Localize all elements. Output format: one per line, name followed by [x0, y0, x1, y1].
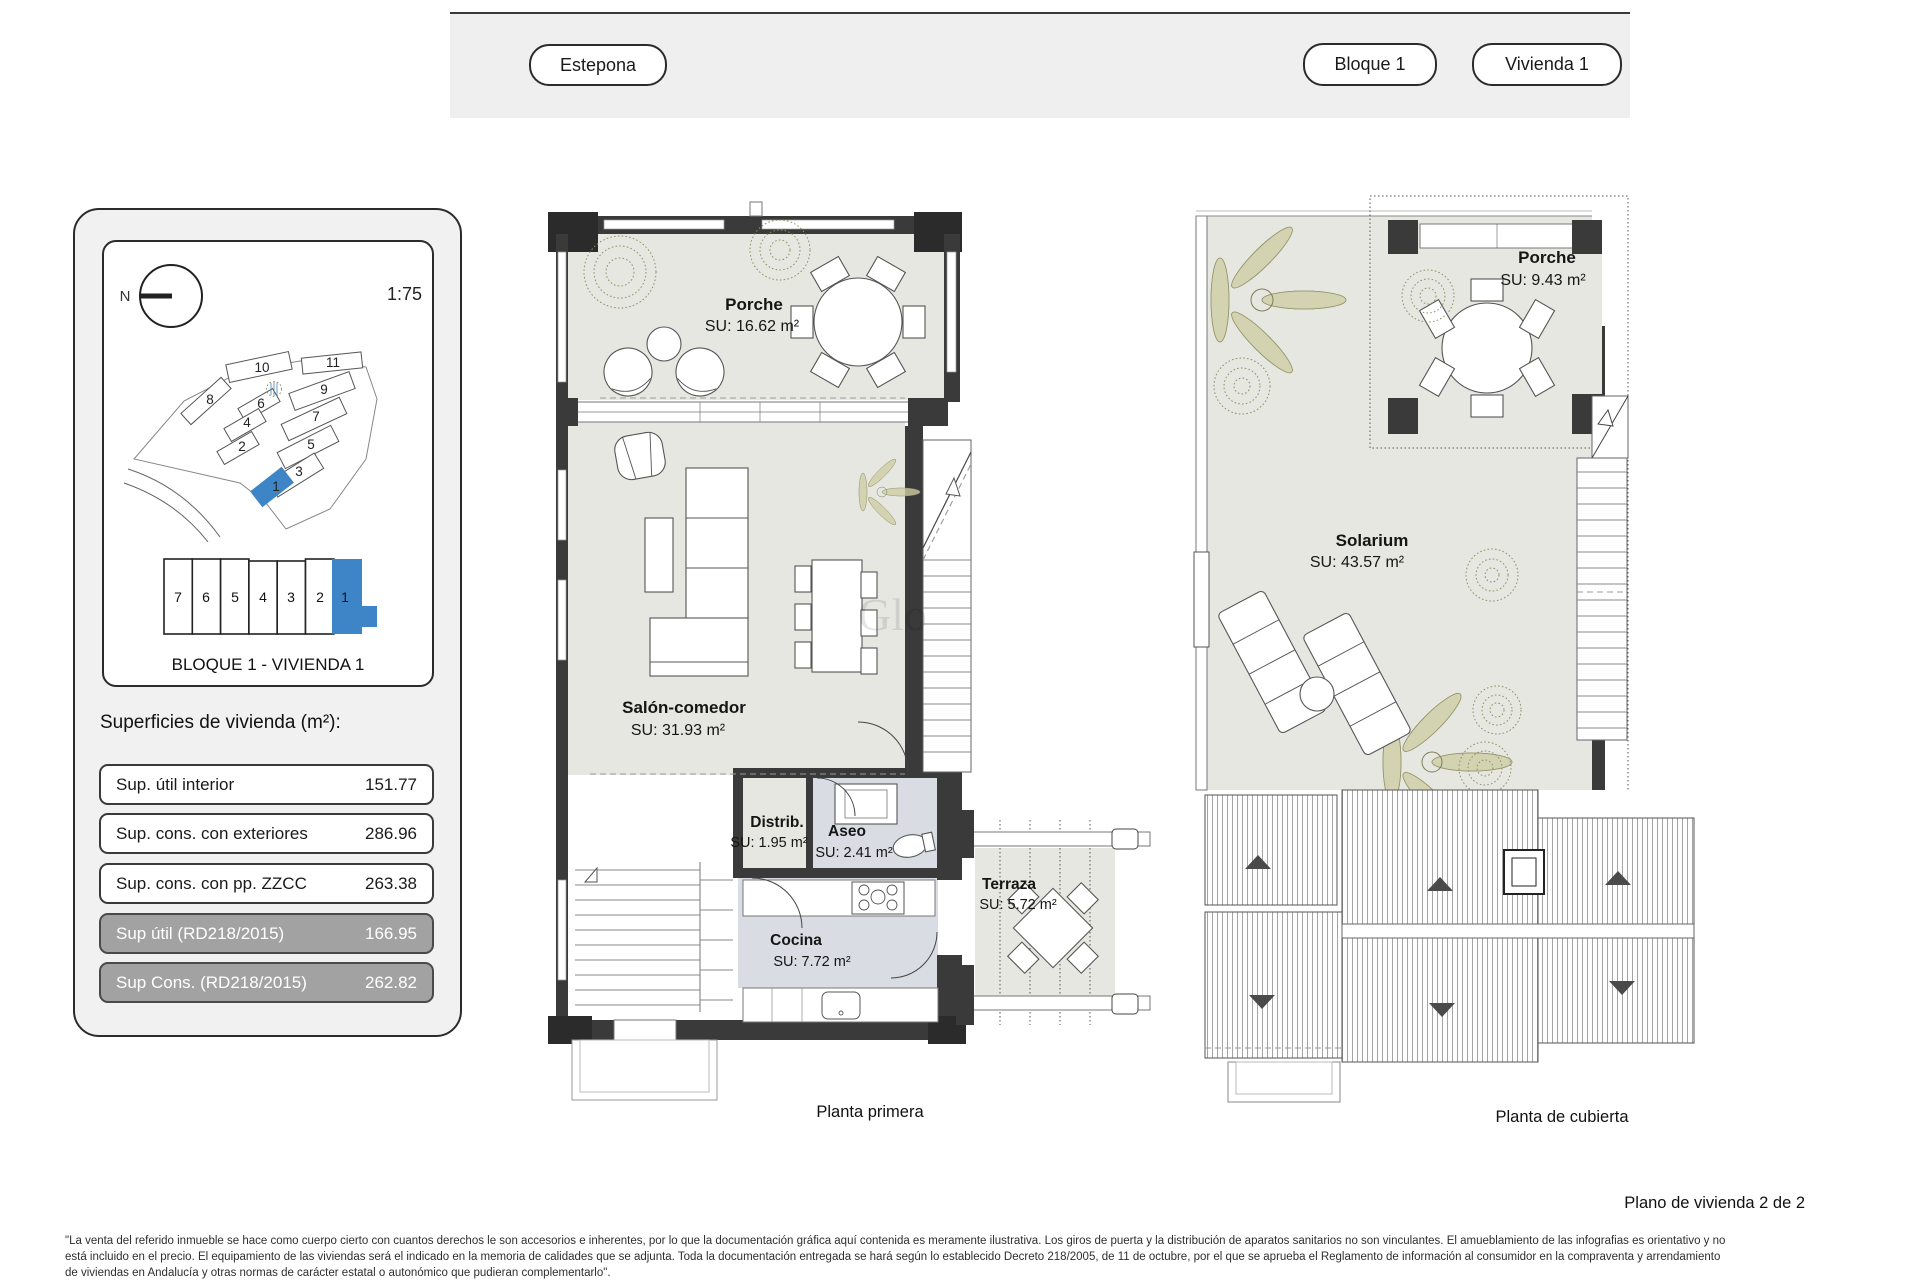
surface-label: Sup Cons. (RD218/2015) — [116, 972, 307, 992]
compass-north-label: N — [119, 288, 131, 305]
surface-row — [99, 913, 434, 954]
room-label-porche: Porche — [725, 295, 783, 314]
unit-pill[interactable]: Vivienda 1 — [1472, 43, 1622, 86]
surface-value: 262.82 — [365, 972, 417, 992]
svg-text:10: 10 — [254, 360, 270, 375]
surface-label: Sup útil (RD218/2015) — [116, 923, 285, 943]
svg-text:7: 7 — [312, 409, 320, 424]
surface-label: Sup. cons. con exteriores — [116, 823, 308, 843]
room-area-distrib: SU: 1.95 m² — [730, 835, 808, 851]
svg-text:8: 8 — [206, 392, 214, 407]
svg-text:3: 3 — [295, 464, 303, 479]
disclaimer-text — [65, 1233, 1865, 1280]
coffee-table-icon — [645, 518, 673, 592]
block-caption: BLOQUE 1 - VIVIENDA 1 — [171, 655, 365, 674]
room-label-porche2: Porche — [1518, 248, 1576, 267]
room-area-porche: SU: 16.62 m² — [704, 318, 800, 335]
room-area-cocina: SU: 7.72 m² — [773, 954, 851, 970]
disclaimer-line: está incluido en el precio. El equipamiento de las viviendas será el indicado en la memoria de calidades que se adjunta. Toda la documentación entregada se hará según lo establecido Decreto 218/2005, de 11 de octubre, por el que se aprueba el Reglamento de información al consumidor en la compraventa y arrendamiento — [65, 1251, 1721, 1263]
entry-stoop — [572, 1040, 717, 1100]
armchair-icon — [613, 430, 668, 482]
block-diagram — [139, 552, 409, 642]
location-card — [102, 240, 434, 687]
disclaimer-line: "La venta del referido inmueble se hace como cuerpo cierto con cuantos derechos le son accesorios e inherentes, por lo que la documentación gráfica aquí contenida es meramente ilustrativa. Los giros de puerta y la distribución de aparatos sanitarios no son vinculantes. El amueblamiento de las infografias es orientativo y no — [65, 1235, 1726, 1247]
room-area-salon: SU: 31.93 m² — [630, 722, 726, 739]
room-area-porche2: SU: 9.43 m² — [1500, 272, 1586, 289]
road-line — [128, 469, 220, 537]
floor-plan-planta-primera — [545, 195, 1165, 1125]
side-table-icon — [647, 327, 681, 361]
room-label-distrib: Distrib. — [750, 814, 804, 831]
room-label-aseo: Aseo — [828, 823, 866, 840]
svg-text:11: 11 — [325, 355, 341, 370]
stoop-outline — [1228, 1062, 1340, 1102]
surface-value: 166.95 — [365, 923, 417, 943]
svg-text:4: 4 — [259, 589, 267, 605]
page-label: Plano de vivienda 2 de 2 — [1624, 1194, 1805, 1212]
kitchen-sink-icon — [743, 988, 938, 1022]
disclaimer-line: de viviendas en Andalucía y otras normas de carácter estatal o autonómico que pudieran complementarlo". — [65, 1267, 611, 1279]
surface-value: 263.38 — [365, 873, 417, 893]
room-area-terraza: SU: 5.72 m² — [979, 897, 1057, 913]
svg-text:5: 5 — [307, 437, 315, 452]
surface-row — [99, 863, 434, 904]
road-line — [124, 483, 208, 542]
svg-text:5: 5 — [231, 589, 239, 605]
svg-text:7: 7 — [174, 589, 182, 605]
surface-row — [99, 813, 434, 854]
room-label-solarium: Solarium — [1335, 531, 1409, 550]
block-pill[interactable]: Bloque 1 — [1303, 43, 1437, 86]
room-area-solarium: SU: 43.57 m² — [1309, 554, 1405, 571]
room-label-cocina: Cocina — [770, 932, 822, 949]
svg-text:9: 9 — [320, 382, 328, 397]
svg-text:3: 3 — [287, 589, 295, 605]
surface-row — [99, 764, 434, 805]
svg-text:6: 6 — [257, 396, 265, 411]
site-plan — [124, 337, 384, 542]
room-area-aseo: SU: 2.41 m² — [815, 845, 893, 861]
side-table-icon — [1300, 677, 1334, 711]
svg-text:2: 2 — [316, 589, 324, 605]
compass-icon — [112, 250, 222, 340]
surface-label: Sup. útil interior — [116, 774, 235, 794]
surface-row — [99, 962, 434, 1003]
info-panel — [73, 208, 462, 1037]
svg-text:6: 6 — [202, 589, 210, 605]
dining-table-icon — [795, 560, 877, 674]
caption-planta-primera: Planta primera — [816, 1103, 924, 1121]
surfaces-heading: Superficies de vivienda (m²): — [100, 712, 341, 733]
location-pill[interactable]: Estepona — [529, 44, 667, 86]
surface-value: 151.77 — [365, 774, 417, 794]
railing — [1196, 216, 1207, 790]
caption-planta-cubierta: Planta de cubierta — [1495, 1108, 1629, 1126]
roof-planes — [1205, 790, 1694, 1102]
surface-label: Sup. cons. con pp. ZZCC — [116, 873, 307, 893]
svg-text:2: 2 — [238, 439, 246, 454]
svg-text:1: 1 — [341, 589, 349, 605]
svg-text:1: 1 — [272, 479, 280, 494]
floor-plan-planta-cubierta — [1185, 160, 1825, 1135]
cooktop-icon — [743, 880, 935, 916]
room-label-salon: Salón-comedor — [622, 698, 746, 717]
surface-value: 286.96 — [365, 823, 417, 843]
stairs-icon — [923, 440, 971, 772]
svg-text:4: 4 — [243, 415, 251, 430]
scale-label: 1:75 — [386, 284, 422, 304]
highlighted-unit — [332, 559, 377, 634]
room-label-terraza: Terraza — [982, 876, 1036, 893]
roof-ridge-band — [1342, 924, 1694, 938]
railing-panel — [1194, 552, 1209, 647]
